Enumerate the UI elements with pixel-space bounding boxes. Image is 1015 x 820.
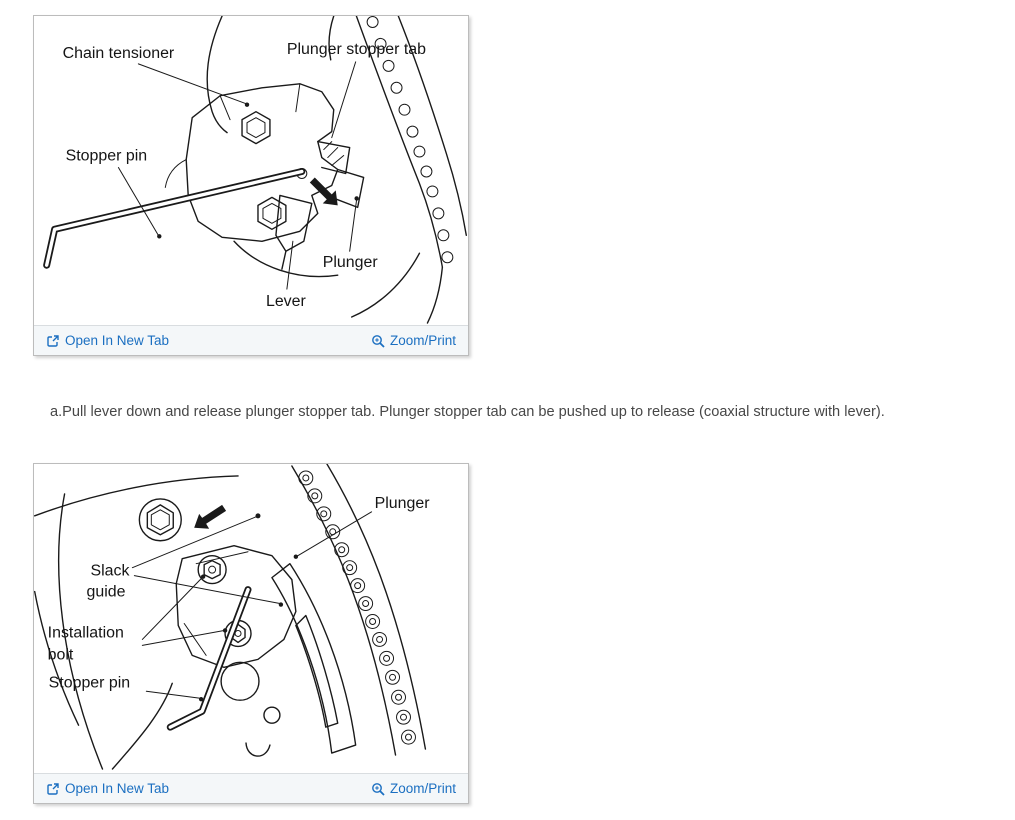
label-stopper-pin: Stopper pin [65, 147, 148, 165]
label-installation-bolt-line1: Installation [47, 624, 124, 642]
label-installation-bolt-line2: bolt [47, 646, 74, 664]
label-stopper-pin: Stopper pin [48, 674, 131, 692]
case-bottom-details [221, 662, 280, 756]
pointer-lines [132, 512, 371, 702]
direction-arrow [194, 505, 226, 529]
chain-guide-rail [272, 564, 356, 753]
figure-panel-slack-guide [33, 463, 469, 804]
zoom-print-link[interactable] [371, 781, 456, 796]
figure-panel-chain-tensioner [33, 15, 469, 356]
open-in-new-tab-label: Open In New Tab [65, 333, 170, 348]
open-in-new-tab-icon [46, 334, 60, 348]
hex-bolt-upper [242, 112, 270, 144]
zoom-magnifier-icon [371, 334, 385, 348]
label-chain-tensioner: Chain tensioner [62, 44, 175, 62]
open-in-new-tab-link[interactable] [46, 781, 169, 796]
label-plunger: Plunger [322, 254, 378, 272]
label-slack-guide-line1: Slack [90, 562, 130, 580]
step-instruction-text: a.Pull lever down and release plunger stopper tab. Plunger stopper tab can be pushed up to release (coaxial structure with lever). [50, 404, 885, 420]
figure-toolbar [34, 325, 468, 355]
stopper-pin-tool [170, 590, 248, 728]
zoom-magnifier-icon [371, 782, 385, 796]
diagram-chain-tensioner [34, 16, 468, 325]
open-in-new-tab-label: Open In New Tab [65, 781, 170, 796]
slack-guide-bracket [176, 546, 296, 668]
diagram-slack-guide [34, 464, 468, 773]
figure-toolbar [34, 773, 468, 803]
open-in-new-tab-link[interactable] [46, 333, 169, 348]
label-lever: Lever [265, 293, 306, 311]
zoom-print-label: Zoom/Print [389, 333, 456, 348]
case-boss-hex-bolt [139, 499, 181, 541]
zoom-print-label: Zoom/Print [389, 781, 456, 796]
label-plunger: Plunger [374, 494, 430, 512]
label-slack-guide-line2: guide [86, 583, 126, 601]
slack-guide-drawing [34, 464, 468, 773]
open-in-new-tab-icon [46, 782, 60, 796]
zoom-print-link[interactable] [371, 333, 456, 348]
label-plunger-stopper-tab: Plunger stopper tab [286, 40, 426, 58]
chain-tensioner-drawing [34, 16, 468, 325]
hex-bolt-lower [258, 197, 286, 229]
